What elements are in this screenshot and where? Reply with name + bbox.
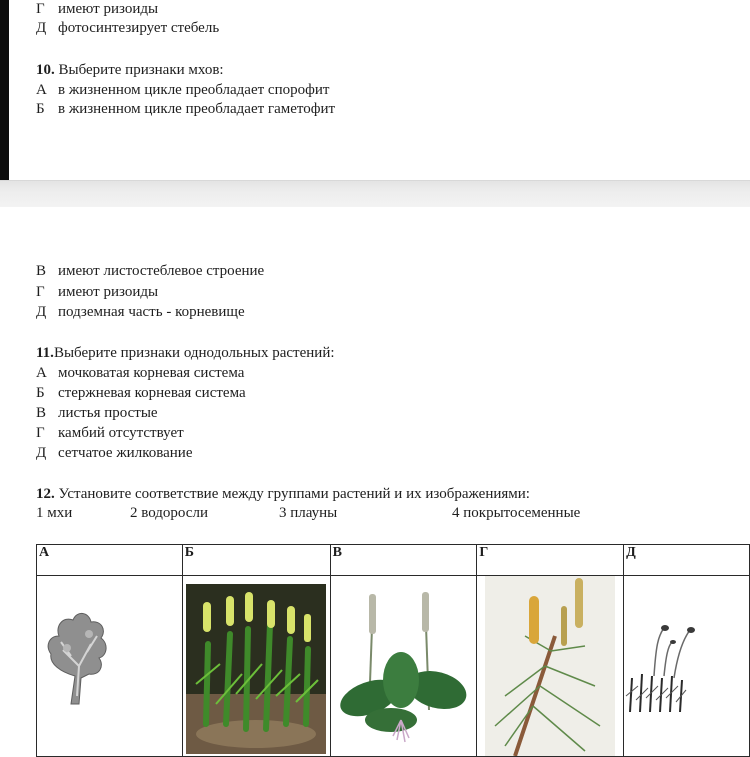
question-11: 11.Выберите признаки однодольных растений: (36, 345, 335, 361)
question-12: 12. Установите соответствие между группами растений и их изображениями: (36, 486, 530, 502)
page-gap-band (0, 180, 750, 207)
image-cell (477, 576, 624, 757)
header-cell: В (330, 545, 477, 576)
option-line: А мочковатая корневая система (36, 365, 245, 381)
table-header-row (37, 545, 750, 576)
option-line: Г камбий отсутствует (36, 425, 184, 441)
group-item: 1 мхи (36, 505, 73, 521)
group-item: 2 водоросли (130, 505, 208, 521)
header-cell: Г (477, 545, 624, 576)
moss-sporophytes-image (624, 616, 704, 716)
option-line: А в жизненном цикле преобладает спорофит (36, 82, 330, 98)
group-list (36, 505, 750, 523)
option-line: Д фотосинтезирует стебель (36, 20, 220, 36)
option-line: Г имеют ризоиды (36, 284, 159, 300)
option-line: В листья простые (36, 405, 158, 421)
option-line: Д подземная часть - корневище (36, 304, 245, 320)
header-cell: А (37, 545, 183, 576)
header-cell: Б (182, 545, 330, 576)
seaweed-thallus-image (41, 606, 111, 706)
left-edge-rule (0, 0, 9, 180)
option-line: Б в жизненном цикле преобладает гаметофит (36, 101, 336, 117)
option-line: Б стержневая корневая система (36, 385, 246, 401)
plantain-image (339, 590, 469, 755)
group-item: 3 плауны (279, 505, 338, 521)
group-item: 4 покрытосеменные (452, 505, 581, 521)
question-10: 10. Выберите признаки мхов: (36, 62, 224, 78)
image-cell (330, 576, 477, 757)
image-cell (182, 576, 330, 757)
club-moss-image (186, 584, 326, 754)
worksheet-top-page (0, 0, 750, 180)
pine-branch-image (485, 576, 615, 756)
matching-table (36, 544, 750, 757)
header-cell: Д (624, 545, 750, 576)
option-line: Г имеют ризоиды (36, 1, 159, 17)
option-line: Д сетчатое жилкование (36, 445, 193, 461)
image-cell (37, 576, 183, 757)
image-cell (624, 576, 750, 757)
table-image-row (37, 576, 750, 757)
option-line: В имеют листостеблевое строение (36, 263, 265, 279)
